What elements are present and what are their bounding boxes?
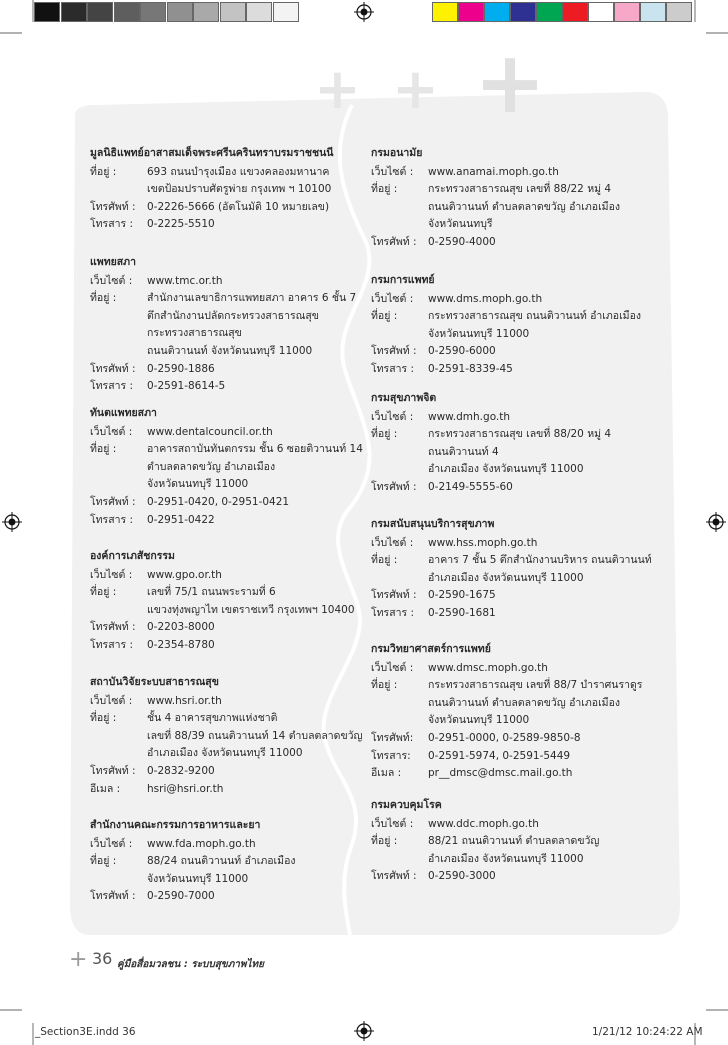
contact-value-line: อำเภอเมือง จังหวัดนนทบุรี 11000 [147,747,303,760]
contact-value-line: 88/24 ถนนติวานนท์ อำเภอเมือง [147,855,296,868]
contact-label: อีเมล : [90,782,121,795]
contact-value-line: อาคารสถาบันทันตกรรม ชั้น 6 ซอยติวานนท์ 14 [147,443,363,456]
organization-name: องค์การเภสัชกรรม [90,550,175,562]
contact-value [428,605,496,623]
contact-row [371,552,652,587]
contact-row [371,409,611,427]
contact-value-line: 0-2951-0420, 0-2951-0421 [147,495,290,508]
contact-label: ที่อยู่ : [90,586,117,599]
contact-label: โทรศัพท์: [371,731,414,744]
contact-value-line[interactable]: www.hss.moph.go.th [428,536,538,549]
contact-value [147,888,215,906]
contact-value-line: 0-2591-5974, 0-2591-5449 [428,749,571,762]
organization-name: กรมอนามัย [371,147,423,159]
contact-row [371,308,641,343]
contact-label: เว็บไซต์ : [371,661,414,674]
contact-value-line: กระทรวงสาธารณสุข เลขที่ 88/22 หมู่ 4 [428,183,612,196]
contact-label: โทรศัพท์ : [371,235,417,248]
contact-value-line[interactable]: hsri@hsri.or.th [147,782,224,795]
organization-entry [90,817,296,906]
contact-value [147,273,222,291]
contact-value [428,833,599,868]
contact-row [371,234,620,252]
contact-value [428,181,620,234]
contact-label: โทรสาร: [371,749,411,762]
contact-label: โทรศัพท์ : [371,345,417,358]
contact-row [371,426,611,479]
contact-label: ที่อยู่ : [371,835,398,848]
organization-entry [371,516,652,623]
plus-decoration-icon: + [474,33,547,133]
contact-label: เว็บไซต์ : [371,817,414,830]
contact-row [371,361,641,379]
contact-value-line: 0-2590-3000 [428,870,496,883]
contact-label: โทรศัพท์ : [371,480,417,493]
contact-row [90,584,355,619]
organization-name: กรมควบคุมโรค [371,799,442,811]
contact-value-line: 0-2951-0000, 0-2589-9850-8 [428,731,581,744]
contact-value-line: แขวงทุ่งพญาไท เขตราชเทวี กรุงเทพฯ 10400 [147,603,355,616]
contact-label: โทรศัพท์ : [90,621,136,634]
contact-label: โทรสาร : [371,362,415,375]
contact-row [371,660,642,678]
contact-row [371,535,652,553]
contact-value-line: 0-2354-8780 [147,638,215,651]
contact-value-line: 0-2590-7000 [147,890,215,903]
contact-value-line: จังหวัดนนทบุรี 11000 [147,478,249,491]
contact-value [147,512,215,530]
organization-entry [371,390,611,497]
contact-value-line: ชั้น 4 อาคารสุขภาพแห่งชาติ [147,712,278,725]
contact-row [90,512,363,530]
contact-value-line[interactable]: www.tmc.or.th [147,274,223,287]
contact-value [147,216,215,234]
contact-label: โทรสาร : [90,218,134,231]
contact-label: โทรศัพท์ : [90,200,136,213]
contact-value-line[interactable]: www.ddc.moph.go.th [428,817,539,830]
contact-value-line: 0-2149-5555-60 [428,480,513,493]
contact-label: ที่อยู่ : [90,165,117,178]
contact-label: โทรศัพท์ : [90,495,136,508]
contact-value-line: จังหวัดนนทบุรี 11000 [428,327,530,340]
contact-label: เว็บไซต์ : [90,568,133,581]
contact-value-line[interactable]: www.dms.moph.go.th [428,292,543,305]
contact-row [90,273,356,291]
contact-value [147,781,223,799]
contact-row [90,763,363,781]
contact-value-line: 0-2591-8614-5 [147,380,226,393]
contact-value-line: 693 ถนนบำรุงเมือง แขวงคลองมหานาค [147,165,330,178]
contact-row [90,693,363,711]
plus-decoration-icon: + [392,57,439,122]
contact-value [428,308,641,343]
contact-value [147,710,363,763]
contact-value-line: 0-2590-1675 [428,589,496,602]
contact-value [428,426,611,479]
contact-label: ที่อยู่ : [90,855,117,868]
contact-value [428,479,513,497]
organization-name: กรมการแพทย์ [371,274,435,286]
contact-row [90,378,356,396]
contact-label: โทรสาร : [371,606,415,619]
contact-value [428,234,496,252]
contact-row [371,605,652,623]
contact-row [90,424,363,442]
contact-label: เว็บไซต์ : [371,410,414,423]
contact-value [147,290,356,360]
organization-entry [371,272,641,379]
contact-row [371,587,652,605]
contact-label: ที่อยู่ : [371,183,398,196]
organization-entry [90,548,355,655]
contact-value-line: 0-2591-8339-45 [428,362,513,375]
contact-value-line: จังหวัดนนทบุรี [428,218,493,231]
organization-entry [371,797,599,886]
contact-value-line[interactable]: www.hsri.or.th [147,694,222,707]
contact-value [147,361,215,379]
organization-entry [371,145,620,252]
contact-value [147,637,215,655]
contact-value-line: จังหวัดนนทบุรี 11000 [428,714,530,727]
contact-value-line: เขตป้อมปราบศัตรูพ่าย กรุงเทพ ฯ 10100 [147,183,332,196]
contact-row [90,164,333,199]
contact-row [371,868,599,886]
organization-name: กรมสุขภาพจิต [371,392,437,404]
contact-value-line[interactable]: www.fda.moph.go.th [147,837,256,850]
contact-row [371,343,641,361]
contact-label: เว็บไซต์ : [90,425,133,438]
organization-entry [90,674,363,798]
contact-row [90,781,363,799]
contact-value [428,748,570,766]
contact-label: โทรสาร : [90,513,134,526]
organization-name: แพทยสภา [90,256,136,268]
contact-value-line[interactable]: www.anamai.moph.go.th [428,165,559,178]
contact-row [90,637,355,655]
contact-row [371,479,611,497]
contact-row [90,888,296,906]
contact-value-line: กระทรวงสาธารณสุข ถนนติวานนท์ อำเภอเมือง [428,310,642,323]
contact-value-line: 0-2590-1681 [428,606,496,619]
contact-row [90,494,363,512]
contact-value [428,677,642,730]
plus-decoration-icon: + [314,57,361,122]
contact-value-line: ถนนติวานนท์ ตำบลตลาดขวัญ อำเภอเมือง [428,696,621,709]
slug-file: _Section3E.indd 36 [35,1026,136,1038]
contact-value [428,730,581,748]
organization-entry [371,641,642,783]
contact-value-line: 0-2203-8000 [147,621,215,634]
contact-value-line: เลขที่ 75/1 ถนนพระรามที่ 6 [147,586,276,599]
contact-label: โทรศัพท์ : [90,362,136,375]
organization-entry [90,405,363,529]
contact-value-line: ถนนติวานนท์ ตำบลตลาดขวัญ อำเภอเมือง [428,200,621,213]
contact-label: โทรศัพท์ : [371,589,417,602]
organization-name: สำนักงานคณะกรรมการอาหารและยา [90,819,261,831]
contact-value [428,343,496,361]
contact-value-line: ถนนติวานนท์ จังหวัดนนทบุรี 11000 [147,344,313,357]
contact-value-line: ตึกสำนักงานปลัดกระทรวงสาธารณสุข [147,309,319,322]
contact-value [428,660,548,678]
contact-value [147,164,331,199]
contact-row [371,748,642,766]
contact-value [147,619,215,637]
contact-value-line: กระทรวงสาธารณสุข เลขที่ 88/7 บำราศนราดูร [428,679,643,692]
contact-value-line: อำเภอเมือง จังหวัดนนทบุรี 11000 [428,463,584,476]
contact-value-line[interactable]: www.dentalcouncil.or.th [147,425,273,438]
contact-row [371,291,641,309]
contact-row [90,836,296,854]
contact-row [90,567,355,585]
contact-value-line: เลขที่ 88/39 ถนนติวานนท์ 14 ตำบลตลาดขวัญ [147,729,363,742]
organization-entry [90,254,356,396]
contact-row [90,290,356,360]
organization-name: สถาบันวิจัยระบบสาธารณสุข [90,676,219,688]
contact-value-line: อำเภอเมือง จังหวัดนนทบุรี 11000 [428,852,584,865]
contact-value [428,164,559,182]
contact-value-line[interactable]: www.dmsc.moph.go.th [428,661,548,674]
contact-value [428,409,510,427]
contact-value [147,693,222,711]
contact-value [147,494,289,512]
contact-row [371,181,620,234]
contact-row [90,619,355,637]
contact-label: โทรสาร : [90,638,134,651]
contact-value-line: 0-2225-5510 [147,218,215,231]
contact-value-line: 0-2832-9200 [147,764,215,777]
organization-name: มูลนิธิแพทย์อาสาสมเด็จพระศรีนครินทราบรมราชชนนี [90,147,334,159]
page-plus-icon: + [69,947,88,972]
contact-value [147,424,273,442]
contact-value-line: กระทรวงสาธารณสุข เลขที่ 88/20 หมู่ 4 [428,428,612,441]
organization-entry [90,145,333,234]
contact-value-line: 0-2226-5666 (อัตโนมัติ 10 หมายเลข) [147,200,330,213]
contact-value [428,552,652,587]
contact-row [90,361,356,379]
contact-row [371,816,599,834]
contact-value-line[interactable]: www.dmh.go.th [428,410,511,423]
contact-label: โทรสาร : [90,380,134,393]
contact-value-line: 0-2590-6000 [428,345,496,358]
contact-value [428,535,537,553]
contact-value [147,567,222,585]
page-number: 36 [92,949,113,968]
organization-name: กรมสนับสนุนบริการสุขภาพ [371,518,495,530]
contact-value [147,441,363,494]
contact-label: โทรศัพท์ : [90,890,136,903]
contact-row [371,833,599,868]
contact-label: เว็บไซต์ : [90,837,133,850]
contact-row [90,216,333,234]
contact-row [371,677,642,730]
contact-value [147,378,225,396]
contact-value-line: อาคาร 7 ชั้น 5 ตึกสำนักงานบริหาร ถนนติวานนท์ [428,554,652,567]
slug-timestamp: 1/21/12 10:24:22 AM [592,1026,703,1038]
contact-value-line[interactable]: www.gpo.or.th [147,568,222,581]
contact-label: เว็บไซต์ : [371,292,414,305]
contact-label: โทรศัพท์ : [90,764,136,777]
footer-title: คู่มือสื่อมวลชน : ระบบสุขภาพไทย [117,959,264,970]
contact-value [428,868,496,886]
contact-row [90,199,333,217]
contact-value-line: สำนักงานเลขาธิการแพทยสภา อาคาร 6 ชั้น 7 [147,292,357,305]
contact-value [147,763,215,781]
contact-label: ที่อยู่ : [90,712,117,725]
contact-label: ที่อยู่ : [371,554,398,567]
contact-label: ที่อยู่ : [90,292,117,305]
contact-label: เว็บไซต์ : [371,536,414,549]
contact-value-line: ตำบลตลาดขวัญ อำเภอเมือง [147,460,276,473]
contact-row [371,730,642,748]
organization-name: กรมวิทยาศาสตร์การแพทย์ [371,643,491,655]
contact-value [147,199,329,217]
organization-name: ทันตแพทยสภา [90,407,157,419]
contact-row [371,164,620,182]
contact-value [428,361,513,379]
contact-value-line: 88/21 ถนนติวานนท์ ตำบลตลาดขวัญ [428,835,600,848]
contact-value [428,765,572,783]
contact-value-line: อำเภอเมือง จังหวัดนนทบุรี 11000 [428,571,584,584]
contact-label: โทรศัพท์ : [371,870,417,883]
contact-value-line[interactable]: pr__dmsc@dmsc.mail.go.th [428,767,573,780]
contact-value [428,816,539,834]
contact-label: ที่อยู่ : [371,679,398,692]
contact-label: ที่อยู่ : [90,443,117,456]
contact-label: ที่อยู่ : [371,428,398,441]
contact-value-line: ถนนติวานนท์ 4 [428,445,499,458]
contact-label: เว็บไซต์ : [90,694,133,707]
contact-value [147,853,296,888]
contact-value-line: กระทรวงสาธารณสุข [147,327,242,340]
contact-row [90,441,363,494]
contact-value-line: 0-2590-4000 [428,235,496,248]
contact-value-line: 0-2951-0422 [147,513,215,526]
contact-value [428,291,542,309]
contact-row [371,765,642,783]
contact-value [147,584,355,619]
contact-label: อีเมล : [371,767,402,780]
contact-value-line: จังหวัดนนทบุรี 11000 [147,872,249,885]
contact-value [428,587,496,605]
contact-label: เว็บไซต์ : [371,165,414,178]
contact-value-line: 0-2590-1886 [147,362,215,375]
contact-value [147,836,256,854]
contact-label: ที่อยู่ : [371,310,398,323]
contact-row [90,853,296,888]
contact-row [90,710,363,763]
contact-label: เว็บไซต์ : [90,274,133,287]
